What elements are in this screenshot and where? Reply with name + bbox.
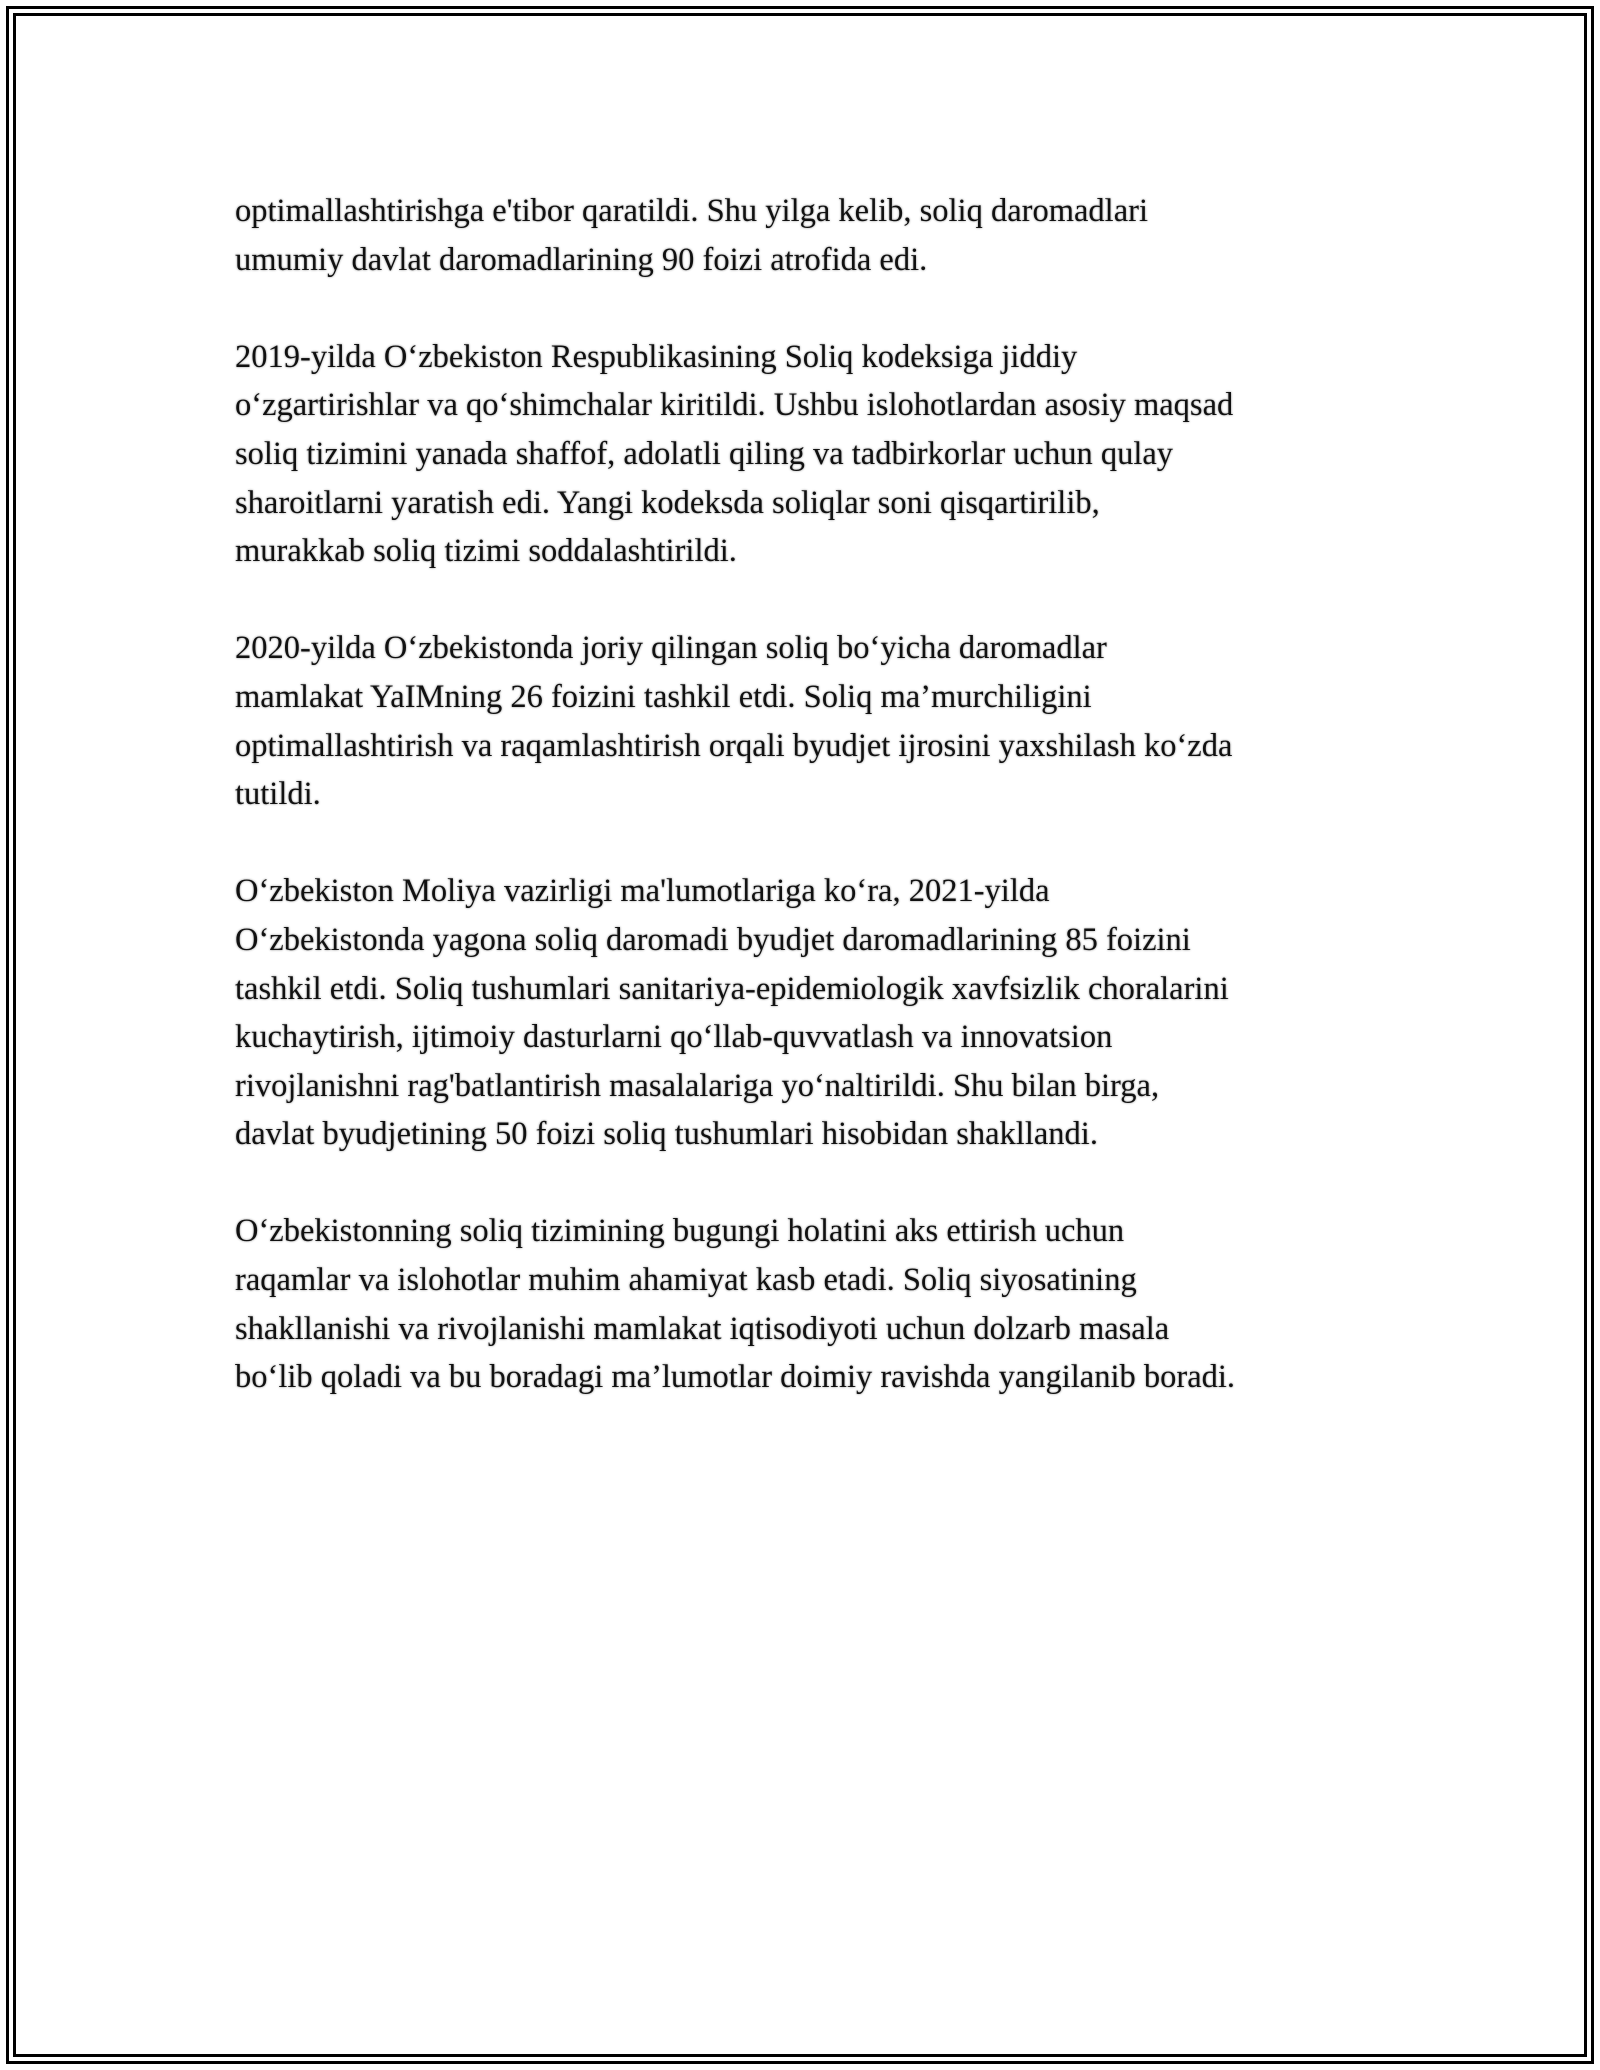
paragraph-5 — [235, 1207, 1365, 1401]
document-body — [235, 187, 1365, 1450]
text-line: raqamlar va islohotlar muhim ahamiyat kasb etadi. Soliq siyosatining — [235, 1262, 1137, 1299]
text-line: tashkil etdi. Soliq tushumlari sanitariya-epidemiologik xavfsizlik choralarini — [235, 970, 1229, 1007]
text-line: kuchaytirish, ijtimoiy dasturlarni qo‘llab-quvvatlash va innovatsion — [235, 1019, 1113, 1056]
text-line: rivojlanishni rag'batlantirish masalalariga yo‘naltirildi. Shu bilan birga, — [235, 1067, 1160, 1104]
text-line: tutildi. — [235, 776, 321, 813]
text-line: O‘zbekiston Moliya vazirligi ma'lumotlariga ko‘ra, 2021-yilda — [235, 873, 1050, 910]
text-line: 2019-yilda O‘zbekiston Respublikasining Soliq kodeksiga jiddiy — [235, 338, 1078, 375]
text-line: 2020-yilda O‘zbekistonda joriy qilingan soliq bo‘yicha daromadlar — [235, 630, 1107, 667]
paragraph-2 — [235, 333, 1365, 576]
text-line: O‘zbekistonning soliq tizimining bugungi holatini aks ettirish uchun — [235, 1213, 1125, 1250]
text-line: davlat byudjetining 50 foizi soliq tushumlari hisobidan shakllandi. — [235, 1116, 1098, 1153]
text-line: mamlakat YaIMning 26 foizini tashkil etdi. Soliq ma’murchiligini — [235, 678, 1092, 715]
text-line: O‘zbekistonda yagona soliq daromadi byudjet daromadlarining 85 foizini — [235, 921, 1191, 958]
paragraph-3 — [235, 624, 1365, 818]
text-line: murakkab soliq tizimi soddalashtirildi. — [235, 533, 737, 570]
paragraph-1 — [235, 187, 1365, 284]
paragraph-4 — [235, 867, 1365, 1159]
text-line: optimallashtirishga e'tibor qaratildi. Shu yilga kelib, soliq daromadlari — [235, 193, 1148, 229]
text-line: shakllanishi va rivojlanishi mamlakat iqtisodiyoti uchun dolzarb masala — [235, 1310, 1170, 1347]
text-line: bo‘lib qoladi va bu boradagi ma’lumotlar doimiy ravishda yangilanib boradi. — [235, 1359, 1236, 1396]
text-line: sharoitlarni yaratish edi. Yangi kodeksda soliqlar soni qisqartirilib, — [235, 484, 1100, 521]
text-line: umumiy davlat daromadlarining 90 foizi atrofida edi. — [235, 241, 928, 278]
text-line: soliq tizimini yanada shaffof, adolatli qiling va tadbirkorlar uchun qulay — [235, 435, 1174, 472]
text-line: optimallashtirish va raqamlashtirish orqali byudjet ijrosini yaxshilash ko‘zda — [235, 727, 1233, 764]
text-line: o‘zgartirishlar va qo‘shimchalar kiritildi. Ushbu islohotlardan asosiy maqsad — [235, 387, 1234, 424]
